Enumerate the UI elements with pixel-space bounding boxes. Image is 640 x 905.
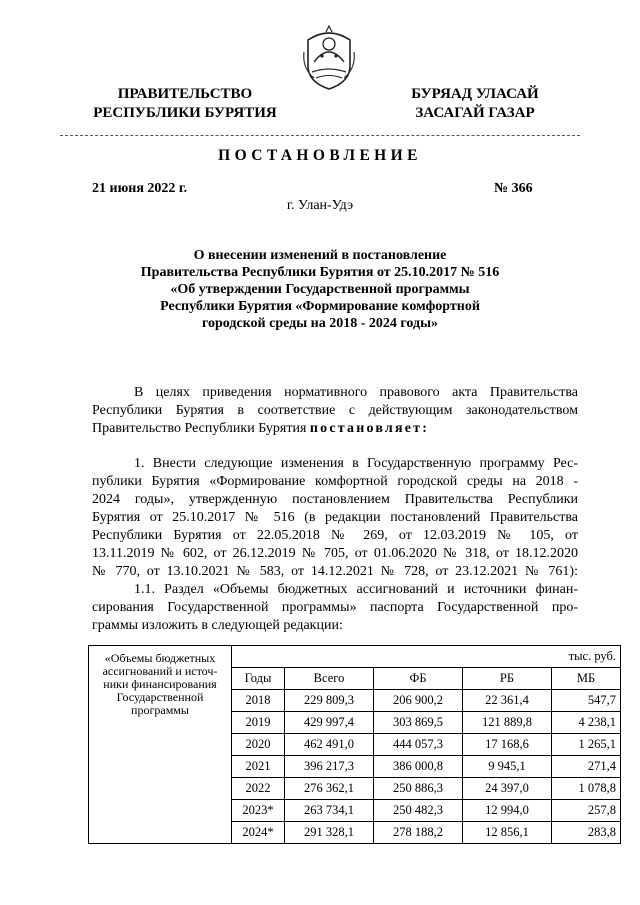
fb-cell: 303 869,5 [374,712,463,734]
year-cell: 2019 [232,712,285,734]
header-cell: РБ [463,668,552,690]
paragraph-line: сирования Государственной программы» паспорта Государственной про- [92,600,578,615]
mb-cell: 257,8 [552,800,621,822]
total-cell: 263 734,1 [285,800,374,822]
total-cell: 229 809,3 [285,690,374,712]
rb-cell: 121 889,8 [463,712,552,734]
funding-label-cell [89,646,232,844]
intro-line [92,420,578,438]
total-cell: 276 362,1 [285,778,374,800]
subject-line: Республики Бурятия «Формирование комфортной [160,299,480,314]
paragraph-line: публики Бурятия «Формирование комфортной городской среды на 2018 - [92,474,578,489]
subject-line: Правительства Республики Бурятия от 25.10.2017 № 516 [140,265,500,280]
intro-line-text: Правительство Республики Бурятия [92,421,310,436]
intro-paragraph [92,384,578,438]
paragraph-line: Республики Бурятия от 22.05.2018 № 269, от 12.03.2019 № 105, от [92,528,578,543]
total-cell: 291 328,1 [285,822,374,844]
subject-line: О внесении изменений в постановление [193,248,447,263]
document-date: 21 июня 2022 г. [92,181,188,196]
intro-line: В целях приведения нормативного правового акта Правительства [134,385,578,400]
mb-cell: 1 078,8 [552,778,621,800]
funding-label-line: ники финансирования [103,677,217,691]
rb-cell: 17 168,6 [463,734,552,756]
decree-keyword: постановляет: [309,421,430,436]
rb-cell: 12 856,1 [463,822,552,844]
paragraph-line: граммы изложить в следующей редакции: [92,618,343,633]
paragraph-line: 2024 годы», утвержденную постановлением Правительства Республики [92,492,578,507]
rb-cell: 24 397,0 [463,778,552,800]
rb-cell: 22 361,4 [463,690,552,712]
mb-cell: 271,4 [552,756,621,778]
year-cell: 2022 [232,778,285,800]
paragraph-1 [92,455,578,635]
paragraph-line: 1. Внести следующие изменения в Государственную программу Рес- [134,456,578,471]
rb-cell: 12 994,0 [463,800,552,822]
fb-cell: 444 057,3 [374,734,463,756]
paragraph-line: 13.11.2019 № 602, от 26.12.2019 № 705, от 01.06.2020 № 318, от 18.12.2020 [92,546,578,561]
government-name-line1: ПРАВИТЕЛЬСТВО [117,86,253,102]
fb-cell: 250 886,3 [374,778,463,800]
mb-cell: 547,7 [552,690,621,712]
funding-label-line: «Объемы бюджетных [104,651,216,665]
document-subject [120,247,520,332]
year-cell: 2021 [232,756,285,778]
header-cell: ФБ [374,668,463,690]
funding-label-line: Государственной [116,690,204,704]
fb-cell: 250 482,3 [374,800,463,822]
government-name-bur [390,85,560,123]
header-cell: МБ [552,668,621,690]
funding-label-line: ассигнований и источ- [102,664,218,678]
mb-cell: 283,8 [552,822,621,844]
funding-label-line: программы [131,703,189,717]
paragraph-line: 1.1. Раздел «Объемы бюджетных ассигнований и источники финан- [134,582,578,597]
intro-line: Республики Бурятия в соответствие с действующим законодательством [92,403,578,418]
rb-cell: 9 945,1 [463,756,552,778]
mb-cell: 4 238,1 [552,712,621,734]
header-cell: Годы [232,668,285,690]
funding-table [88,645,621,844]
year-cell: 2024* [232,822,285,844]
paragraph-line: Бурятия от 25.10.2017 № 516 (в редакции постановлений Правительства [92,510,578,525]
header-cell: Всего [285,668,374,690]
table-unit: тыс. руб. [232,646,621,668]
government-name-bur-line2: ЗАСАГАЙ ГАЗАР [415,105,535,121]
table-unit-row [89,646,621,668]
year-cell: 2018 [232,690,285,712]
document-number: № 366 [494,181,533,196]
document-city: г. Улан-Удэ [286,198,354,213]
subject-line: городской среды на 2018 - 2024 годы» [201,316,439,331]
total-cell: 396 217,3 [285,756,374,778]
document-title: ПОСТАНОВЛЕНИЕ [218,147,422,164]
fb-cell: 206 900,2 [374,690,463,712]
year-cell: 2023* [232,800,285,822]
header-divider [60,135,580,136]
fb-cell: 386 000,8 [374,756,463,778]
total-cell: 429 997,4 [285,712,374,734]
year-cell: 2020 [232,734,285,756]
paragraph-line: № 770, от 13.10.2021 № 583, от 14.12.2021 № 728, от 23.12.2021 № 761): [92,564,578,579]
government-name-ru [80,85,290,123]
fb-cell: 278 188,2 [374,822,463,844]
subject-line: «Об утверждении Государственной программы [170,282,470,297]
coat-of-arms-icon [300,22,358,92]
mb-cell: 1 265,1 [552,734,621,756]
government-name-bur-line1: БУРЯАД УЛАСАЙ [411,86,539,102]
government-name-line2: РЕСПУБЛИКИ БУРЯТИЯ [93,105,277,121]
total-cell: 462 491,0 [285,734,374,756]
